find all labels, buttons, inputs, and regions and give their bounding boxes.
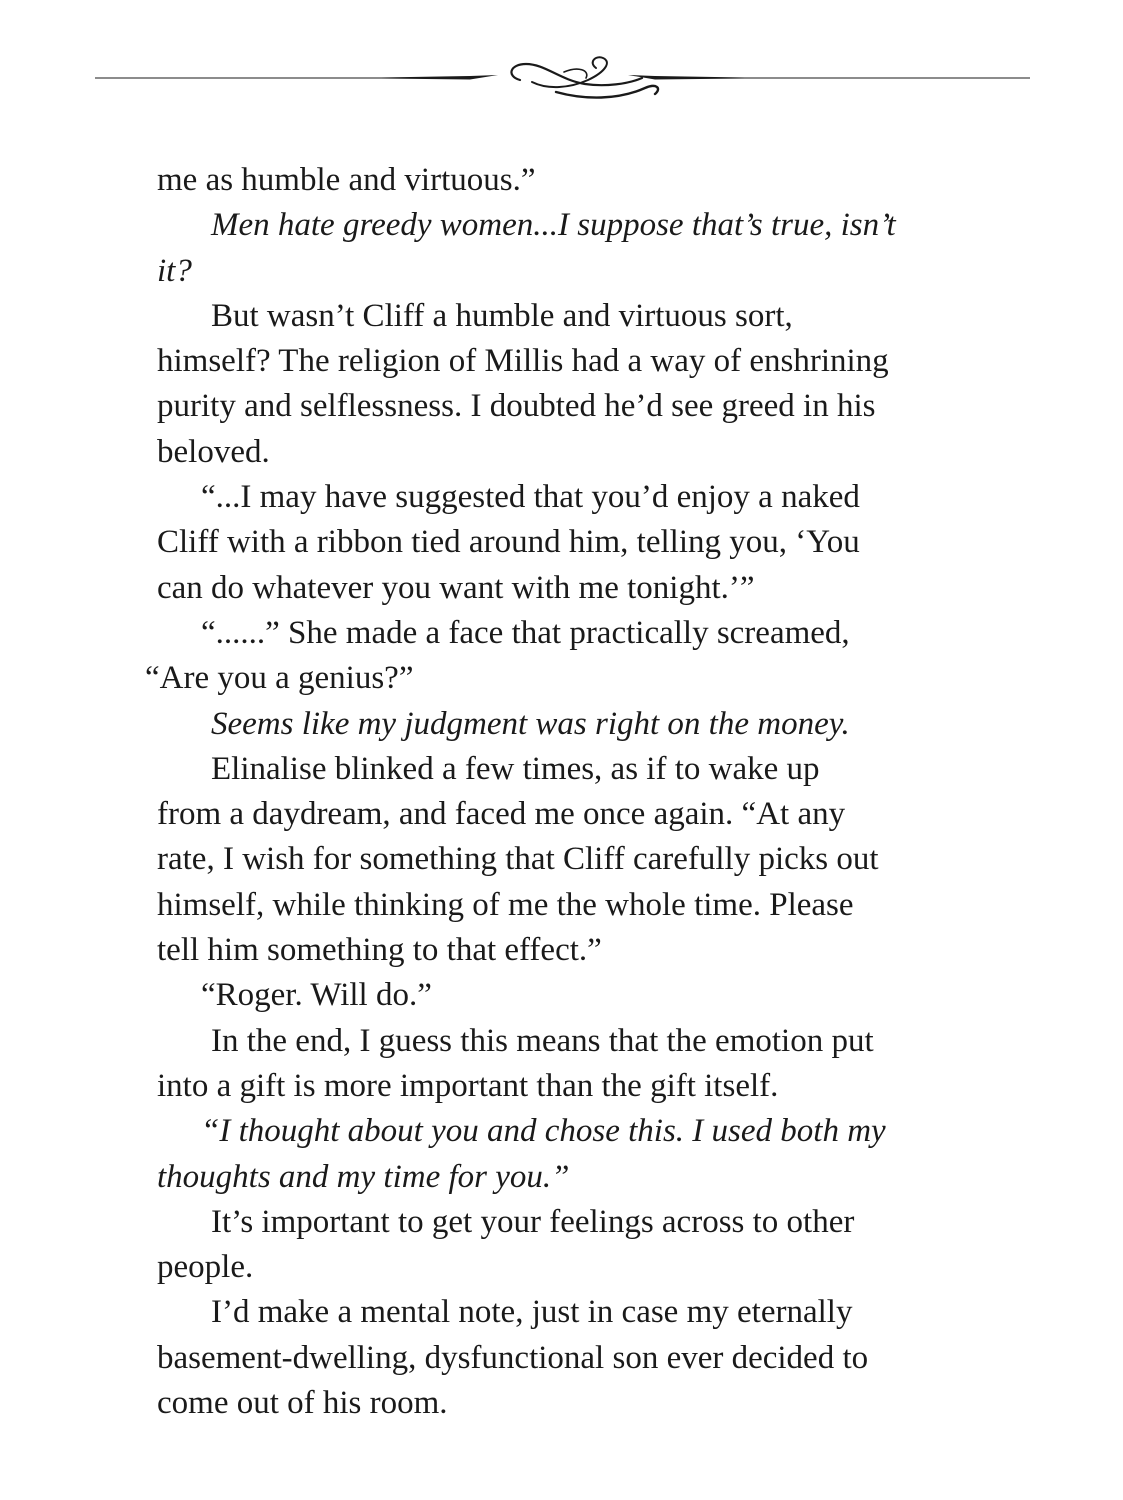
text-line: purity and selflessness. I doubted he’d see greed in his [157, 388, 876, 425]
text-line: I’d make a mental note, just in case my eternally [211, 1294, 853, 1331]
text-line: into a gift is more important than the gift itself. [157, 1067, 779, 1104]
text-line: himself, while thinking of me the whole time. Please [157, 886, 854, 923]
text-line: come out of his room. [157, 1385, 448, 1422]
text-line: me as humble and virtuous.” [157, 162, 536, 198]
text-line: it? [157, 252, 192, 289]
text-line: himself? The religion of Millis had a way of enshrining [157, 343, 889, 380]
text-line: “Roger. Will do.” [201, 977, 432, 1014]
text-line: can do whatever you want with me tonight.’” [157, 569, 755, 606]
text-line: It’s important to get your feelings across to other [211, 1203, 855, 1240]
text-line: people. [157, 1249, 254, 1286]
book-page-text [145, 158, 1007, 1426]
text-line: from a daydream, and faced me once again. “At any [157, 796, 846, 833]
text-line: Cliff with a ribbon tied around him, telling you, ‘You [157, 524, 860, 561]
text-line: Elinalise blinked a few times, as if to wake up [211, 750, 820, 787]
flourish-divider-icon [0, 40, 1123, 120]
text-line: But wasn’t Cliff a humble and virtuous sort, [211, 297, 793, 334]
text-line: Seems like my judgment was right on the money. [211, 705, 850, 742]
text-line: “...I may have suggested that you’d enjoy a naked [201, 479, 860, 516]
text-line: thoughts and my time for you.” [157, 1158, 570, 1195]
text-line: basement-dwelling, dysfunctional son ever decided to [157, 1339, 869, 1376]
text-line: “Are you a genius?” [145, 660, 414, 697]
text-line: “I thought about you and chose this. I used both my [201, 1113, 886, 1150]
text-line: In the end, I guess this means that the emotion put [211, 1022, 874, 1059]
text-line: tell him something to that effect.” [157, 932, 602, 969]
text-line: rate, I wish for something that Cliff carefully picks out [157, 841, 879, 878]
text-line: “......” She made a face that practically screamed, [201, 614, 850, 651]
text-line: Men hate greedy women...I suppose that’s true, isn’t [211, 207, 896, 244]
text-line: beloved. [157, 433, 270, 470]
